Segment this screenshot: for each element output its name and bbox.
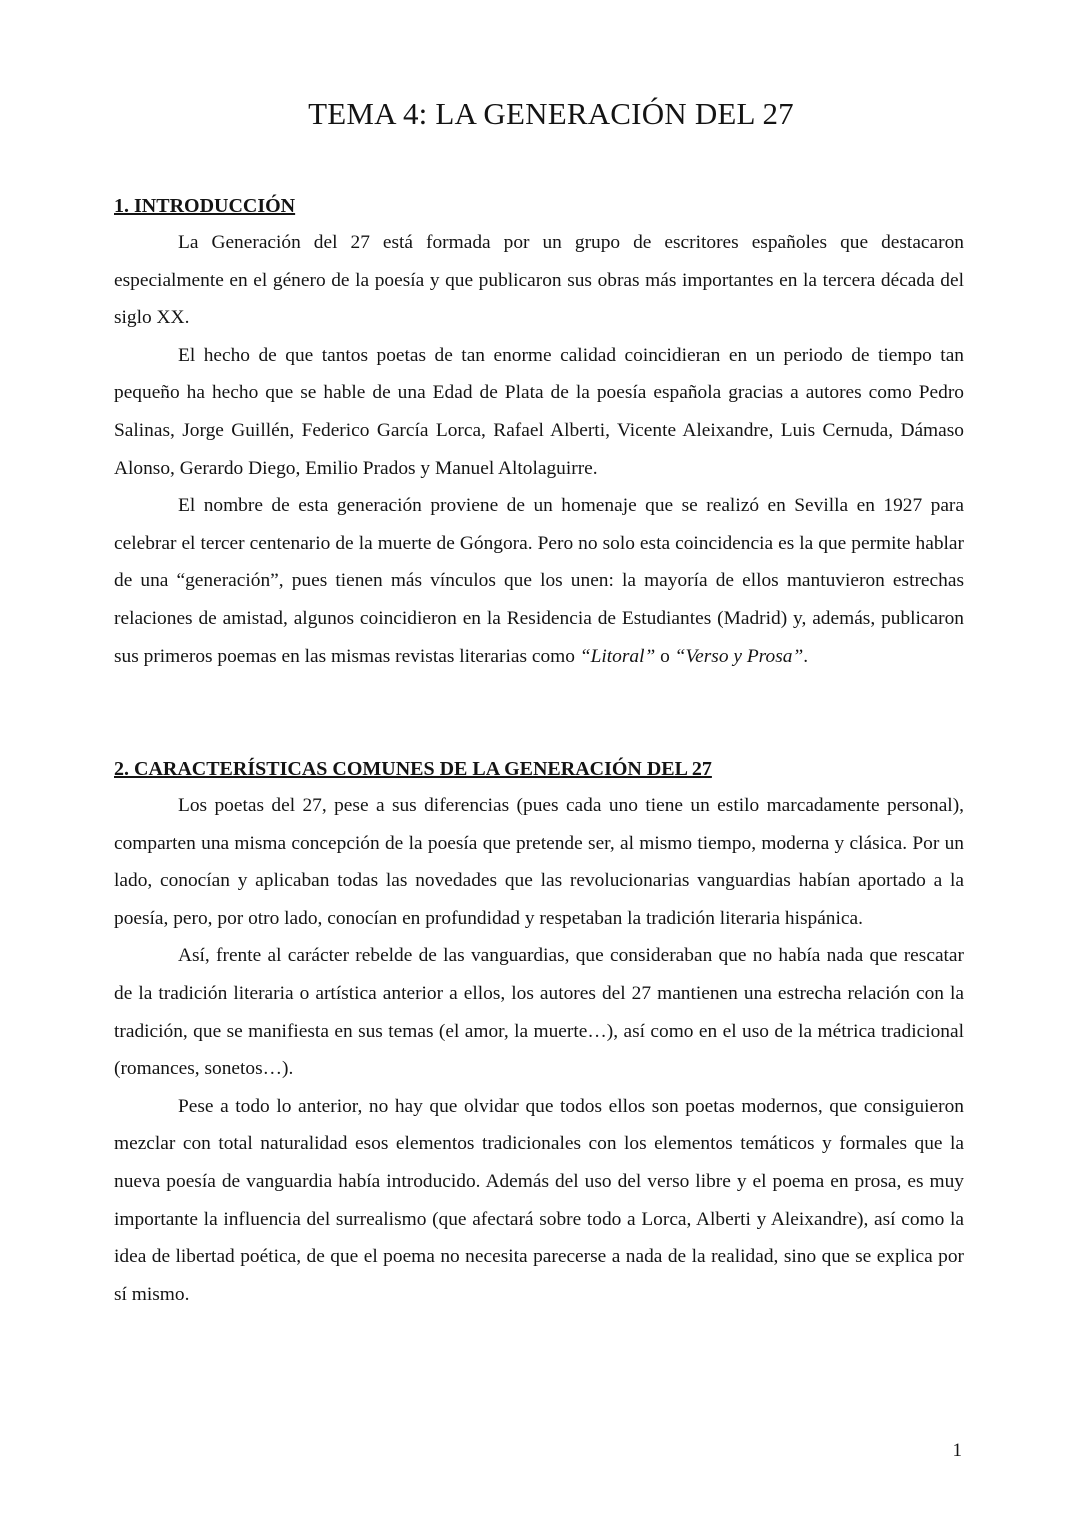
paragraph-text: . (803, 645, 809, 667)
paragraph-text: o (655, 645, 675, 667)
section-heading: 2. CARACTERÍSTICAS COMUNES DE LA GENERACIÓN DEL 27 (114, 758, 712, 780)
paragraph (114, 487, 964, 675)
document-title: TEMA 4: LA GENERACIÓN DEL 27 (308, 96, 794, 131)
journal-title: “Litoral” (579, 645, 656, 667)
section-caracteristicas (114, 754, 964, 1313)
section-heading: 1. INTRODUCCIÓN (114, 195, 296, 217)
paragraph: Los poetas del 27, pese a sus diferencias (pues cada uno tiene un estilo marcadamente personal), comparten una misma concepción de la poesía que pretende ser, al mismo tiempo, moderna y clásica. Por un lado, conocían y aplicaban todas las novedades que las revolucionarias vanguardias habían aportado a la poesía, pero, por otro lado, conocían en profundidad y respetaban la tradición literaria hispánica. (114, 795, 964, 929)
paragraph: El hecho de que tantos poetas de tan enorme calidad coincidieran en un periodo de tiempo tan pequeño ha hecho que se hable de una Edad de Plata de la poesía española gracias a autores como Pedro Salinas, Jorge Guillén, Federico García Lorca, Rafael Alberti, Vicente Aleixandre, Luis Cernuda, Dámaso Alonso, Gerardo Diego, Emilio Prados y Manuel Altolaguirre. (114, 344, 964, 479)
page-number: 1 (952, 1440, 962, 1461)
section-introduccion (114, 191, 964, 675)
paragraph-text: El nombre de esta generación proviene de un homenaje que se realizó en Sevilla en 1927 para celebrar el tercer centenario de la muerte de Góngora. Pero no solo esta coincidencia es la que permite hablar de una “generación”, pues tienen más vínculos que los unen: la mayoría de ellos mantuvieron estrechas relaciones de amistad, algunos coincidieron en la Residencia de Estudiantes (Madrid) y, además, publicaron sus primeros poemas en las mismas revistas literarias como (114, 495, 964, 667)
paragraph: La Generación del 27 está formada por un grupo de escritores españoles que destacaron especialmente en el género de la poesía y que publicaron sus obras más importantes en la tercera década del siglo XX. (114, 232, 964, 329)
paragraph: Así, frente al carácter rebelde de las vanguardias, que consideraban que no había nada que rescatar de la tradición literaria o artística anterior a ellos, los autores del 27 mantienen una estrecha relación con la tradición, que se manifiesta en sus temas (el amor, la muerte…), así como en el uso de la métrica tradicional (romances, sonetos…). (114, 945, 964, 1080)
journal-title: “Verso y Prosa” (674, 645, 804, 667)
paragraph: Pese a todo lo anterior, no hay que olvidar que todos ellos son poetas modernos, que consiguieron mezclar con total naturalidad esos elementos tradicionales con los elementos temáticos y formales que la nueva poesía de vanguardia había introducido. Además del uso del verso libre y el poema en prosa, es muy importante la influencia del surrealismo (que afectará sobre todo a Lorca, Alberti y Aleixandre), así como la idea de libertad poética, de que el poema no necesita parecerse a nada de la realidad, sino que se explica por sí mismo. (114, 1095, 964, 1305)
